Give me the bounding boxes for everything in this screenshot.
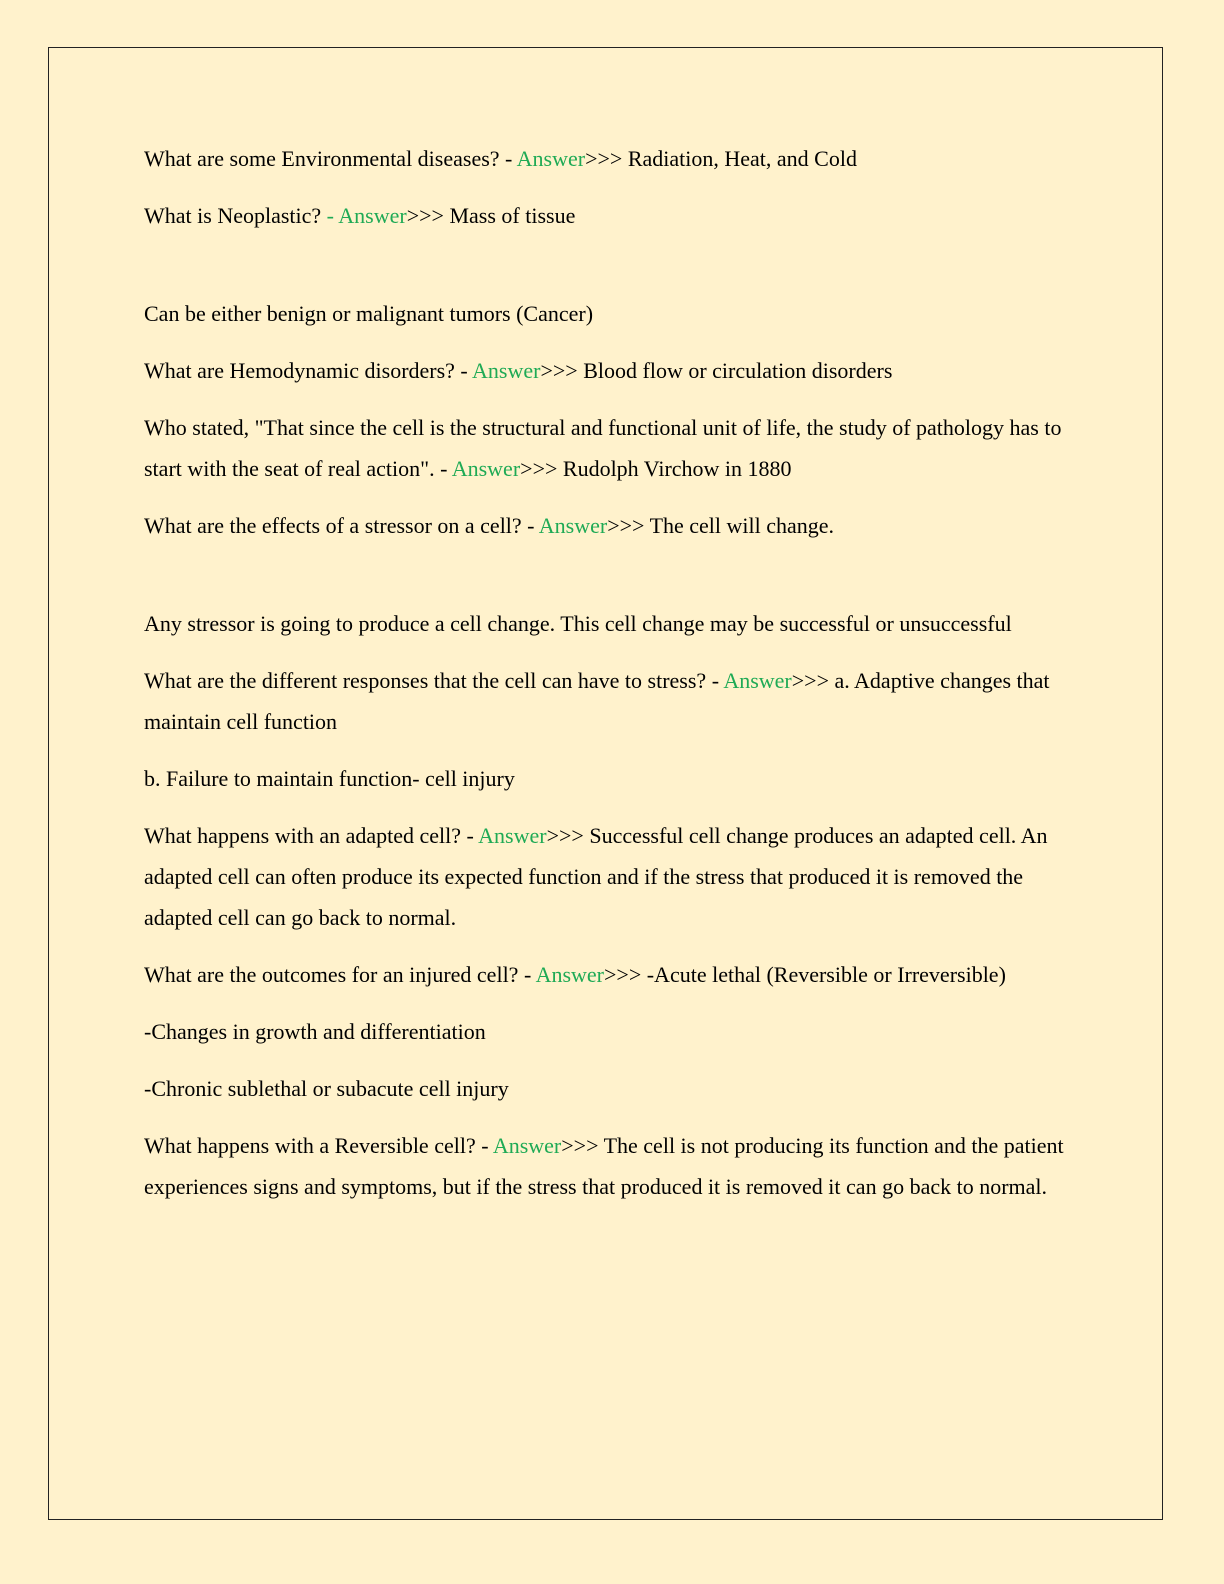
qa-neoplastic xyxy=(144,195,1084,236)
answer-marker: >>> xyxy=(540,358,584,383)
answer-label: Answer xyxy=(535,962,604,987)
answer-label: Answer xyxy=(538,513,608,538)
question-text: What happens with a Reversible cell? - xyxy=(144,1133,493,1158)
answer-marker: >>> xyxy=(791,668,835,693)
answer-text: Blood flow or circulation disorders xyxy=(583,358,893,383)
text-benign-malignant: Can be either benign or malignant tumors (Cancer) xyxy=(144,301,594,326)
answer-label: - Answer xyxy=(326,203,407,228)
question-text: What are some Environmental diseases? - xyxy=(144,146,517,171)
question-text: What are Hemodynamic disorders? - xyxy=(144,358,473,383)
qa-stress-responses xyxy=(144,660,1084,742)
question-text: What happens with an adapted cell? - xyxy=(144,823,479,848)
answer-text: The cell will change. xyxy=(649,513,835,538)
question-text: What are the effects of a stressor on a cell? - xyxy=(144,513,539,538)
answer-marker: >>> xyxy=(607,513,650,538)
answer-marker: >>> xyxy=(520,456,563,481)
answer-text: a. Adaptive changes that maintain cell function xyxy=(144,668,1050,734)
answer-label: Answer xyxy=(478,823,547,848)
answer-text: Radiation, Heat, and Cold xyxy=(627,146,857,171)
answer-marker: >>> xyxy=(546,823,590,848)
qa-injured-cell-outcomes xyxy=(144,954,1084,995)
answer-label: Answer xyxy=(723,668,792,693)
qa-virchow xyxy=(144,407,1084,489)
answer-text: -Acute lethal (Reversible or Irreversible) xyxy=(646,962,1006,987)
answer-text: Rudolph Virchow in 1880 xyxy=(562,456,792,481)
answer-text: Mass of tissue xyxy=(449,203,576,228)
question-text: What are the outcomes for an injured cell? - xyxy=(144,962,536,987)
qa-reversible-cell xyxy=(144,1125,1084,1207)
answer-text: The cell is not producing its function and the patient experiences signs and symptoms, but if the stress that produced it is removed it can go back to normal. xyxy=(144,1133,1064,1199)
answer-marker: >>> xyxy=(561,1133,604,1158)
answer-marker: >>> xyxy=(406,203,450,228)
qa-environmental-diseases xyxy=(144,138,1084,179)
answer-marker: >>> xyxy=(585,146,628,171)
answer-label: Answer xyxy=(492,1133,562,1158)
qa-adapted-cell xyxy=(144,815,1084,938)
answer-text: Successful cell change produces an adapted cell. An adapted cell can often produce its expected function and if the stress that produced it is removed the adapted cell can go back to normal. xyxy=(144,823,1048,930)
qa-hemodynamic xyxy=(144,350,1084,391)
text-growth-differentiation: -Changes in growth and differentiation xyxy=(144,1019,486,1044)
document-body xyxy=(144,138,1084,1223)
answer-marker: >>> xyxy=(604,962,647,987)
question-text: What is Neoplastic? xyxy=(144,203,327,228)
qa-stressor-effects xyxy=(144,505,1084,546)
text-failure-function: b. Failure to maintain function- cell injury xyxy=(144,766,515,791)
answer-label: Answer xyxy=(451,456,521,481)
question-text: What are the different responses that the cell can have to stress? - xyxy=(144,668,724,693)
text-chronic-sublethal: -Chronic sublethal or subacute cell injury xyxy=(144,1076,509,1101)
answer-label: Answer xyxy=(516,146,586,171)
question-text: Who stated, "That since the cell is the structural and functional unit of life, the study of pathology has to start with the seat of real action". - xyxy=(144,415,1062,481)
text-stressor-change: Any stressor is going to produce a cell change. This cell change may be successful or unsuccessful xyxy=(144,611,1012,636)
answer-label: Answer xyxy=(472,358,541,383)
